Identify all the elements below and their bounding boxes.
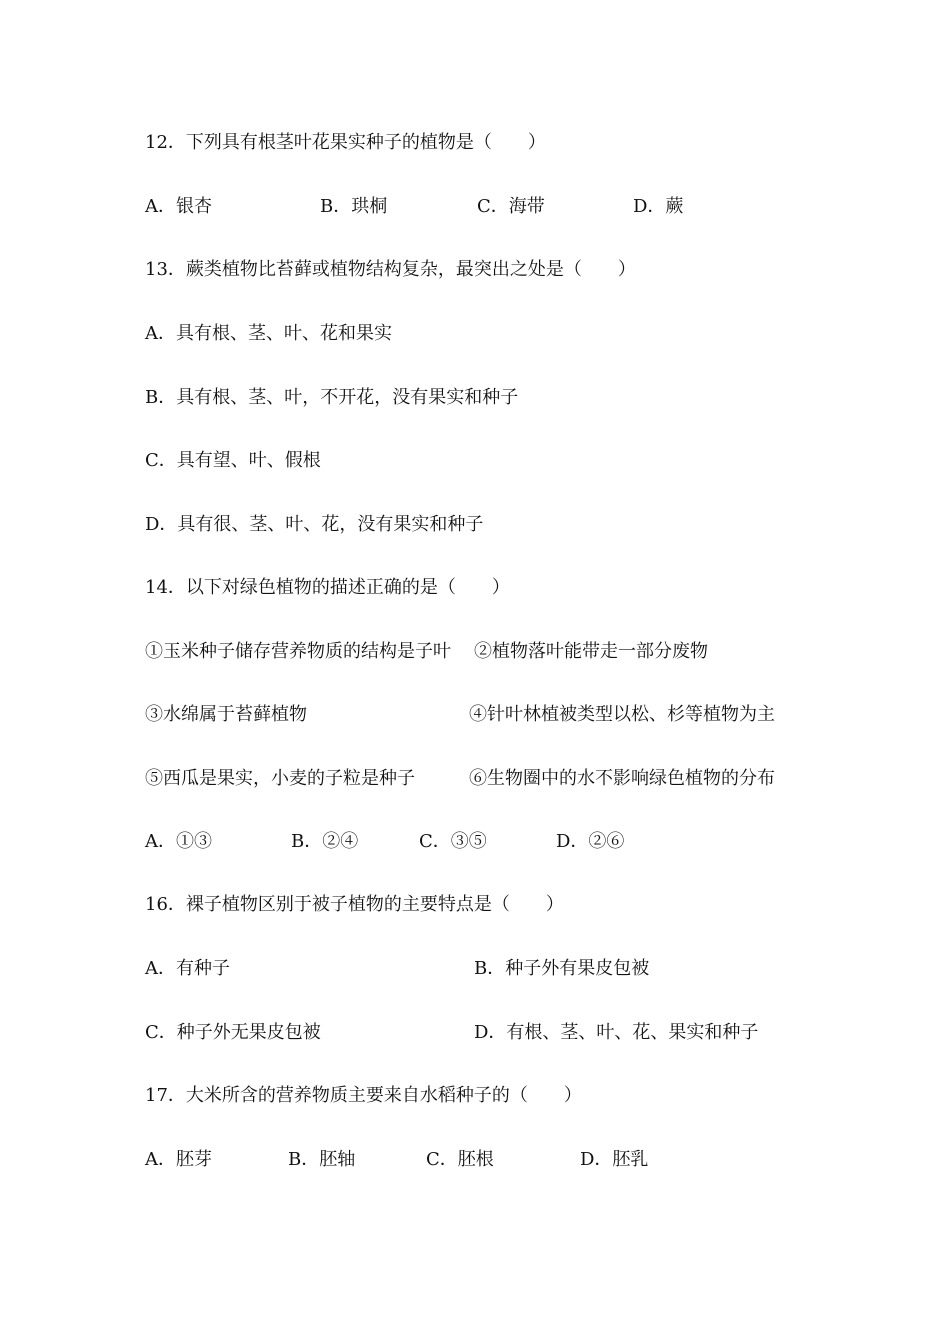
question-12-option-b: B．珙桐 xyxy=(320,196,388,217)
question-16-option-a: A．有种子 xyxy=(145,958,230,979)
question-17-option-a: A．胚芽 xyxy=(145,1149,212,1170)
question-13-stem: 13．蕨类植物比苔藓或植物结构复杂，最突出之处是（ ） xyxy=(145,259,636,280)
question-16-stem: 16．裸子植物区别于被子植物的主要特点是（ ） xyxy=(145,894,564,915)
question-13-option-b: B．具有根、茎、叶，不开花，没有果实和种子 xyxy=(145,387,519,408)
question-17-option-b: B．胚轴 xyxy=(288,1149,356,1170)
question-14-statement-3: ③水绵属于苔藓植物 xyxy=(145,704,307,725)
question-17-stem: 17．大米所含的营养物质主要来自水稻种子的（ ） xyxy=(145,1085,582,1106)
question-12-option-c: C．海带 xyxy=(477,196,545,217)
question-16-option-c: C．种子外无果皮包被 xyxy=(145,1022,321,1043)
question-12-option-a: A．银杏 xyxy=(145,196,212,217)
question-17-option-d: D．胚乳 xyxy=(580,1149,649,1170)
question-14-statement-5: ⑤西瓜是果实，小麦的子粒是种子 xyxy=(145,768,415,789)
question-12-option-d: D．蕨 xyxy=(633,196,684,217)
question-12-stem: 12．下列具有根茎叶花果实种子的植物是（ ） xyxy=(145,132,546,153)
question-14-option-c: C．③⑤ xyxy=(419,831,487,852)
question-16-option-b: B．种子外有果皮包被 xyxy=(474,958,650,979)
question-17-option-c: C．胚根 xyxy=(426,1149,494,1170)
question-13-option-d: D．具有很、茎、叶、花，没有果实和种子 xyxy=(145,514,484,535)
question-13-option-c: C．具有望、叶、假根 xyxy=(145,450,321,471)
question-14-statement-4: ④针叶林植被类型以松、杉等植物为主 xyxy=(469,704,775,725)
question-14-statement-6: ⑥生物圈中的水不影响绿色植物的分布 xyxy=(469,768,775,789)
question-14-option-a: A．①③ xyxy=(145,831,212,852)
question-14-statement-1: ①玉米种子储存营养物质的结构是子叶 xyxy=(145,641,451,662)
question-14-stem: 14．以下对绿色植物的描述正确的是（ ） xyxy=(145,577,510,598)
question-14-option-d: D．②⑥ xyxy=(556,831,625,852)
question-14-option-b: B．②④ xyxy=(291,831,359,852)
question-16-option-d: D．有根、茎、叶、花、果实和种子 xyxy=(474,1022,759,1043)
question-13-option-a: A．具有根、茎、叶、花和果实 xyxy=(145,323,392,344)
question-14-statement-2: ②植物落叶能带走一部分废物 xyxy=(474,641,708,662)
